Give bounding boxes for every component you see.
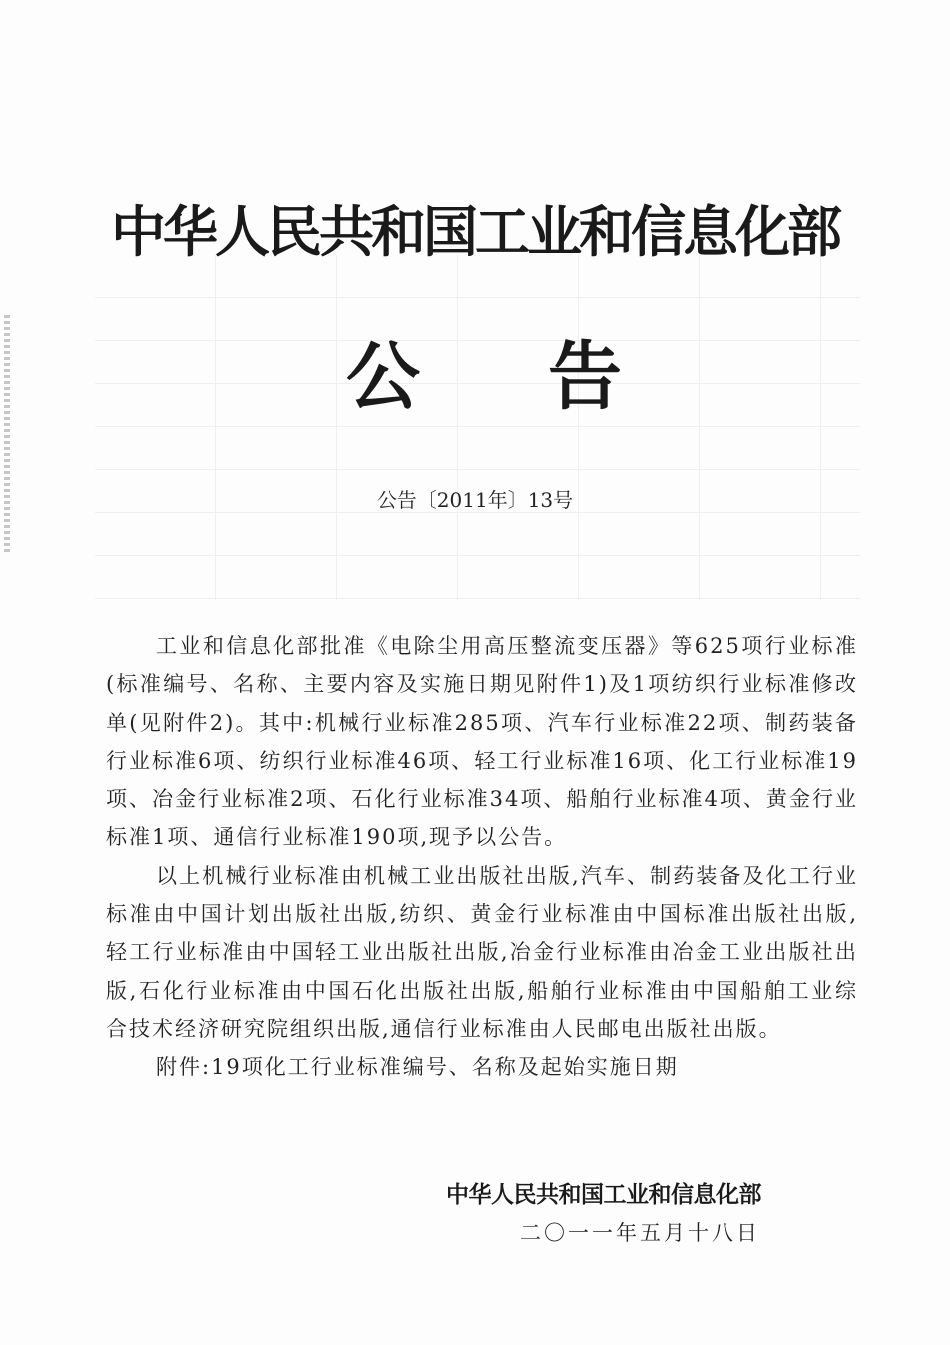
- paragraph-attachment: 附件:19项化工行业标准编号、名称及起始实施日期: [156, 1055, 679, 1080]
- reverse-side-show-through: [95, 255, 860, 600]
- signatory: 中华人民共和国工业和信息化部: [446, 1182, 761, 1208]
- notice-title-char-2: 告: [548, 334, 622, 420]
- notice-title-char-1: 公: [346, 334, 420, 420]
- ministry-heading: 中华人民共和国工业和信息化部: [110, 200, 839, 264]
- issue-date: 二〇一一年五月十八日: [520, 1221, 760, 1245]
- paragraph-publishers: 以上机械行业标准由机械工业出版社出版,汽车、制药装备及化工行业标准由中国计划出版社出版,纺织、黄金行业标准由中国标准出版社出版,轻工行业标准由中国轻工业出版社出版,冶金行业标准由冶金工业出版社出版,石化行业标准由中国石化出版社出版,船舶行业标准由中国船舶工业综合技术经济研究院组织出版,通信行业标准由人民邮电出版社出版。: [106, 863, 858, 1041]
- paragraph-approval: 工业和信息化部批准《电除尘用高压整流变压器》等625项行业标准(标准编号、名称、主要内容及实施日期见附件1)及1项纺织行业标准修改单(见附件2)。其中:机械行业标准285项、汽车行业标准22项、制药装备行业标准6项、纺织行业标准46项、轻工行业标准16项、化工行业标准19项、冶金行业标准2项、石化行业标准34项、船舶行业标准4项、黄金行业标准1项、通信行业标准190项,现予以公告。: [106, 634, 858, 850]
- notice-number: 公告〔2011年〕13号: [376, 488, 574, 512]
- notice-body: [106, 627, 858, 1087]
- notice-title: [0, 332, 950, 422]
